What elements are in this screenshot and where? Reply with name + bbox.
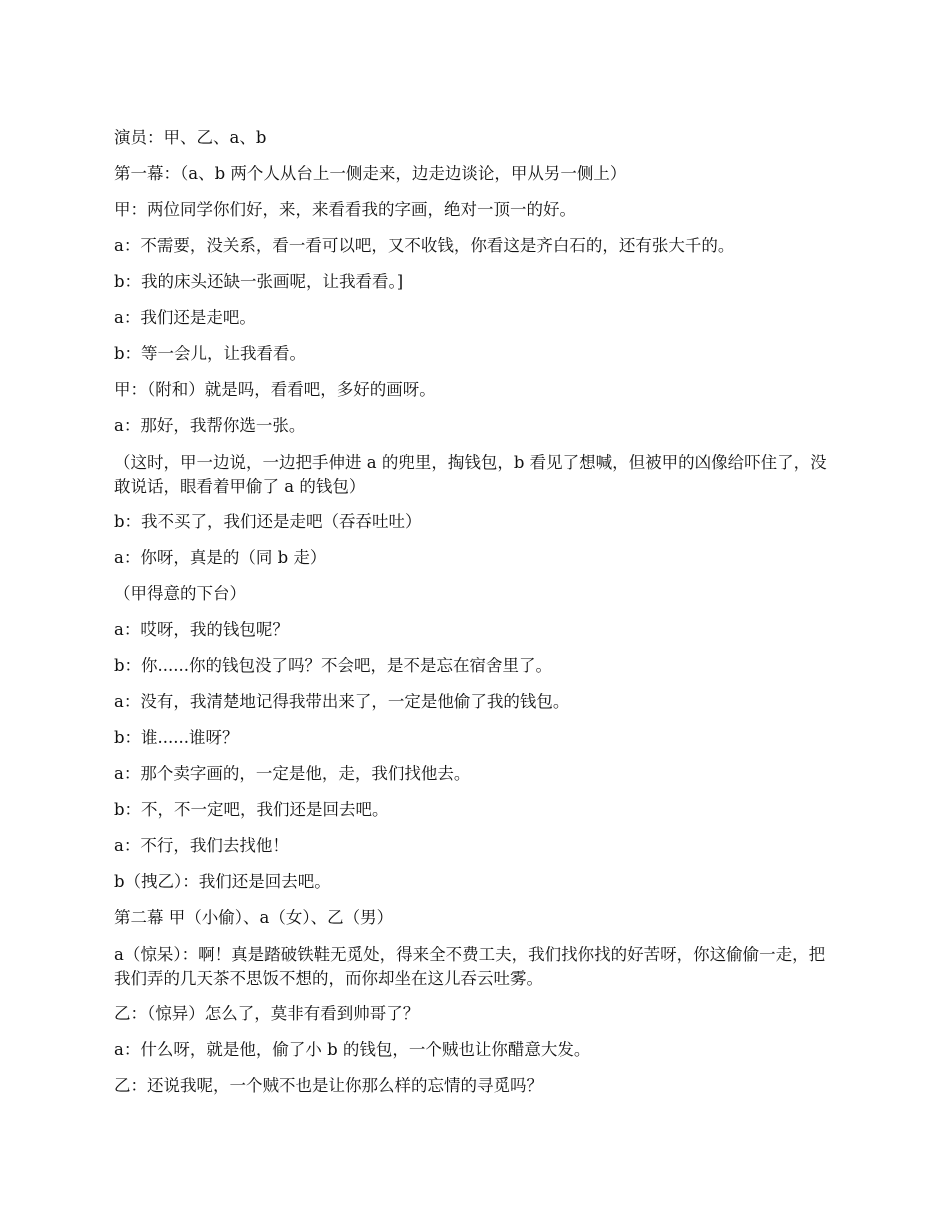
dialogue-line: a（惊呆）：啊！真是踏破铁鞋无觅处，得来全不费工夫，我们找你找的好苦呀，你这偷偷一走，把我们弄的几天茶不思饭不想的，而你却坐在这儿吞云吐雾。 [114, 945, 826, 988]
dialogue-line: b：谁......谁呀？ [114, 728, 239, 747]
dialogue-line: a：不行，我们去找他！ [114, 836, 289, 855]
dialogue-line: 甲：（附和）就是吗，看看吧，多好的画呀。 [114, 380, 436, 399]
dialogue-line: 乙：还说我呢，一个贼不也是让你那么样的忘情的寻觅吗？ [114, 1076, 543, 1095]
stage-direction-line: （这时，甲一边说，一边把手伸进 a 的兜里，掏钱包，b 看见了想喊，但被甲的凶像给吓住了，没敢说话，眼看着甲偷了 a 的钱包） [114, 453, 827, 496]
dialogue-line: b：我的床头还缺一张画呢，让我看看。] [114, 272, 404, 291]
dialogue-line: a：我们还是走吧。 [114, 308, 256, 327]
stage-direction-line: （甲得意的下台） [114, 584, 246, 603]
dialogue-line: a：你呀，真是的（同 b 走） [114, 548, 327, 567]
dialogue-line: b（拽乙）：我们还是回去吧。 [114, 872, 331, 891]
act-one-heading-line: 第一幕：（a、b 两个人从台上一侧走来，边走边谈论，甲从另一侧上） [114, 164, 627, 183]
dialogue-line: b：你......你的钱包没了吗？不会吧，是不是忘在宿舍里了。 [114, 656, 553, 675]
script-text-body [114, 127, 836, 1111]
act-two-heading-line: 第二幕 甲（小偷）、a（女）、乙（男） [114, 908, 394, 927]
dialogue-line: a：那好，我帮你选一张。 [114, 416, 306, 435]
dialogue-line: a：不需要，没关系，看一看可以吧，又不收钱，你看这是齐白石的，还有张大千的。 [114, 236, 735, 255]
cast-list-line: 演员：甲、乙、a、b [114, 128, 267, 147]
dialogue-line: a：什么呀，就是他，偷了小 b 的钱包，一个贼也让你醋意大发。 [114, 1040, 591, 1059]
dialogue-line: a：没有，我清楚地记得我带出来了，一定是他偷了我的钱包。 [114, 692, 570, 711]
dialogue-line: b：我不买了，我们还是走吧（吞吞吐吐） [114, 512, 422, 531]
dialogue-line: b：等一会儿，让我看看。 [114, 344, 307, 363]
dialogue-line: a：哎呀，我的钱包呢？ [114, 620, 289, 639]
dialogue-line: 甲：两位同学你们好，来，来看看我的字画，绝对一顶一的好。 [114, 200, 576, 219]
dialogue-line: 乙：（惊异）怎么了，莫非有看到帅哥了？ [114, 1004, 420, 1023]
dialogue-line: b：不，不一定吧，我们还是回去吧。 [114, 800, 389, 819]
dialogue-line: a：那个卖字画的，一定是他，走，我们找他去。 [114, 764, 471, 783]
